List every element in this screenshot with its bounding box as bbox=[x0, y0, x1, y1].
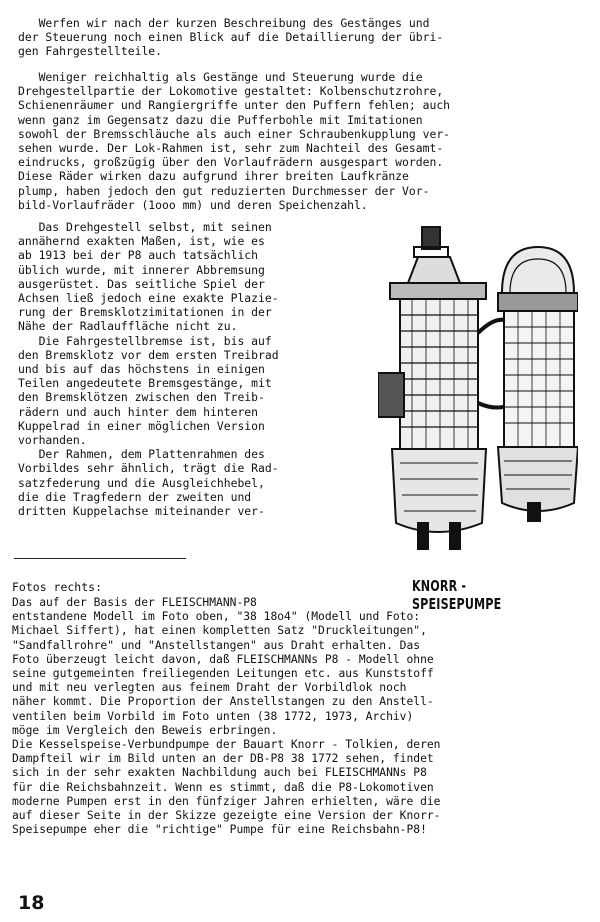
caption-line: Foto überzeugt leicht davon, daß FLEISCHMANNs P8 - Modell ohne bbox=[12, 652, 434, 666]
brake-line: Teilen angedeutete Bremsgestänge, mit bbox=[18, 376, 272, 391]
pump-drawing-icon bbox=[378, 223, 578, 555]
caption-line: Speisepumpe eher die "richtige" Pumpe für eine Reichsbahn-P8! bbox=[12, 823, 427, 837]
brake-line: rädern und auch hinter dem hinteren bbox=[18, 404, 259, 419]
caption-line: auf dieser Seite in der Skizze gezeigte eine Version der Knorr- bbox=[12, 809, 441, 823]
page-number: 18 bbox=[18, 892, 45, 914]
brake-line: üblich wurde, mit innerer Abbremsung bbox=[18, 262, 265, 277]
bogie-line: Drehgestellpartie der Lokomotive gestaltet: Kolbenschutzrohre, bbox=[18, 84, 444, 99]
caption-line: seine gutgemeinten freiliegenden Leitungen etc. aus Kunststoff bbox=[12, 667, 434, 681]
brake-line: ausgerüstet. Das seitliche Spiel der bbox=[18, 276, 265, 291]
caption-line: entstandene Modell im Foto oben, "38 18o4" (Modell und Foto: bbox=[12, 610, 421, 624]
caption-line: sich in der sehr exakten Nachbildung auch bei FLEISCHMANNs P8 bbox=[12, 766, 427, 780]
brake-line: rung der Bremsklotzimitationen in der bbox=[18, 305, 272, 320]
bogie-line: wenn ganz im Gegensatz dazu die Pufferbohle mit Imitationen bbox=[18, 112, 423, 127]
brake-line: dritten Kuppelachse miteinander ver- bbox=[18, 504, 265, 519]
brake-line: vorhanden. bbox=[18, 433, 87, 448]
brake-line: satzfederung und die Ausgleichhebel, bbox=[18, 475, 265, 490]
brake-line: Kuppelrad in einer möglichen Version bbox=[18, 418, 265, 433]
brake-line: ab 1913 bei der P8 auch tatsächlich bbox=[18, 248, 259, 263]
caption-line: näher kommt. Die Proportion der Anstellstangen zu den Anstell- bbox=[12, 695, 434, 709]
intro-line: der Steuerung noch einen Blick auf die Detaillierung der übri- bbox=[18, 30, 444, 45]
caption-line: Die Kesselspeise-Verbundpumpe der Bauart Knorr - Tolkien, deren bbox=[12, 738, 441, 752]
caption-line: Michael Siffert), hat einen kompletten Satz "Druckleitungen", bbox=[12, 624, 427, 638]
brake-line: und bis auf das höchstens in einigen bbox=[18, 362, 265, 377]
caption-line: Das auf der Basis der FLEISCHMANN-P8 bbox=[12, 596, 257, 609]
brake-line: die die Tragfedern der zweiten und bbox=[18, 489, 252, 504]
brake-line: annähernd exakten Maßen, ist, wie es bbox=[18, 234, 265, 249]
caption-line: für die Reichsbahnzeit. Wenn es stimmt, daß die P8-Lokomotiven bbox=[12, 780, 434, 794]
brake-line: Das Drehgestell selbst, mit seinen bbox=[18, 220, 272, 234]
brake-line: Der Rahmen, dem Plattenrahmen des bbox=[18, 447, 265, 462]
bogie-line: bild-Vorlaufräder (1ooo mm) und deren Speichenzahl. bbox=[18, 197, 368, 212]
bogie-line: sowohl der Bremsschläuche als auch einer Schraubenkupplung ver- bbox=[18, 126, 451, 141]
caption-line: ventilen beim Vorbild im Foto unten (38 1772, 1973, Archiv) bbox=[12, 709, 414, 723]
caption-line: "Sandfallrohre" und "Anstellstangen" aus Draht erhalten. Das bbox=[12, 638, 421, 652]
brake-line: Achsen ließ jedoch eine exakte Plazie- bbox=[18, 291, 279, 306]
bogie-line: sehen wurde. Der Lok-Rahmen ist, sehr zum Nachteil des Gesamt- bbox=[18, 141, 444, 156]
brake-frame-paragraph bbox=[18, 220, 363, 518]
bogie-line: plump, haben jedoch den gut reduzierten Durchmesser der Vor- bbox=[18, 183, 430, 198]
brake-line: den Bremsklötzen zwischen den Treib- bbox=[18, 390, 265, 405]
bogie-paragraph bbox=[18, 70, 584, 212]
photos-label: Fotos rechts: bbox=[12, 580, 103, 594]
intro-line: gen Fahrgestellteile. bbox=[18, 44, 163, 59]
caption-line: Dampfteil wir im Bild unten an der DB-P8 38 1772 sehen, findet bbox=[12, 752, 434, 766]
bogie-line: eindrucks, großzügig über den Vorlaufrädern ausgespart worden. bbox=[18, 155, 444, 170]
brake-line: Die Fahrgestellbremse ist, bis auf bbox=[18, 333, 272, 348]
caption-line: und mit neu verlegten aus feinem Draht der Vorbildlok noch bbox=[12, 681, 407, 695]
intro-line: Werfen wir nach der kurzen Beschreibung des Gestänges und bbox=[18, 16, 430, 30]
section-heading: KNORR - SPEISEPUMPE bbox=[412, 577, 502, 613]
caption-line: moderne Pumpen erst in den fünfziger Jahren erhielten, wäre die bbox=[12, 794, 441, 808]
bogie-line: Schienenräumer und Rangiergriffe unter den Puffern fehlen; auch bbox=[18, 98, 451, 113]
brake-line: den Bremsklotz vor dem ersten Treibrad bbox=[18, 347, 279, 362]
caption-text bbox=[12, 596, 586, 837]
brake-line: Nähe der Radlauffläche nicht zu. bbox=[18, 319, 238, 334]
bogie-line: Diese Räder wirken dazu aufgrund ihrer breiten Laufkränze bbox=[18, 169, 409, 184]
intro-paragraph bbox=[18, 16, 584, 59]
separator-rule bbox=[14, 558, 186, 559]
bogie-line: Weniger reichhaltig als Gestänge und Steuerung wurde die bbox=[18, 70, 423, 84]
caption-line: möge im Vergleich den Beweis erbringen. bbox=[12, 723, 278, 737]
brake-line: Vorbildes sehr ähnlich, trägt die Rad- bbox=[18, 461, 279, 476]
